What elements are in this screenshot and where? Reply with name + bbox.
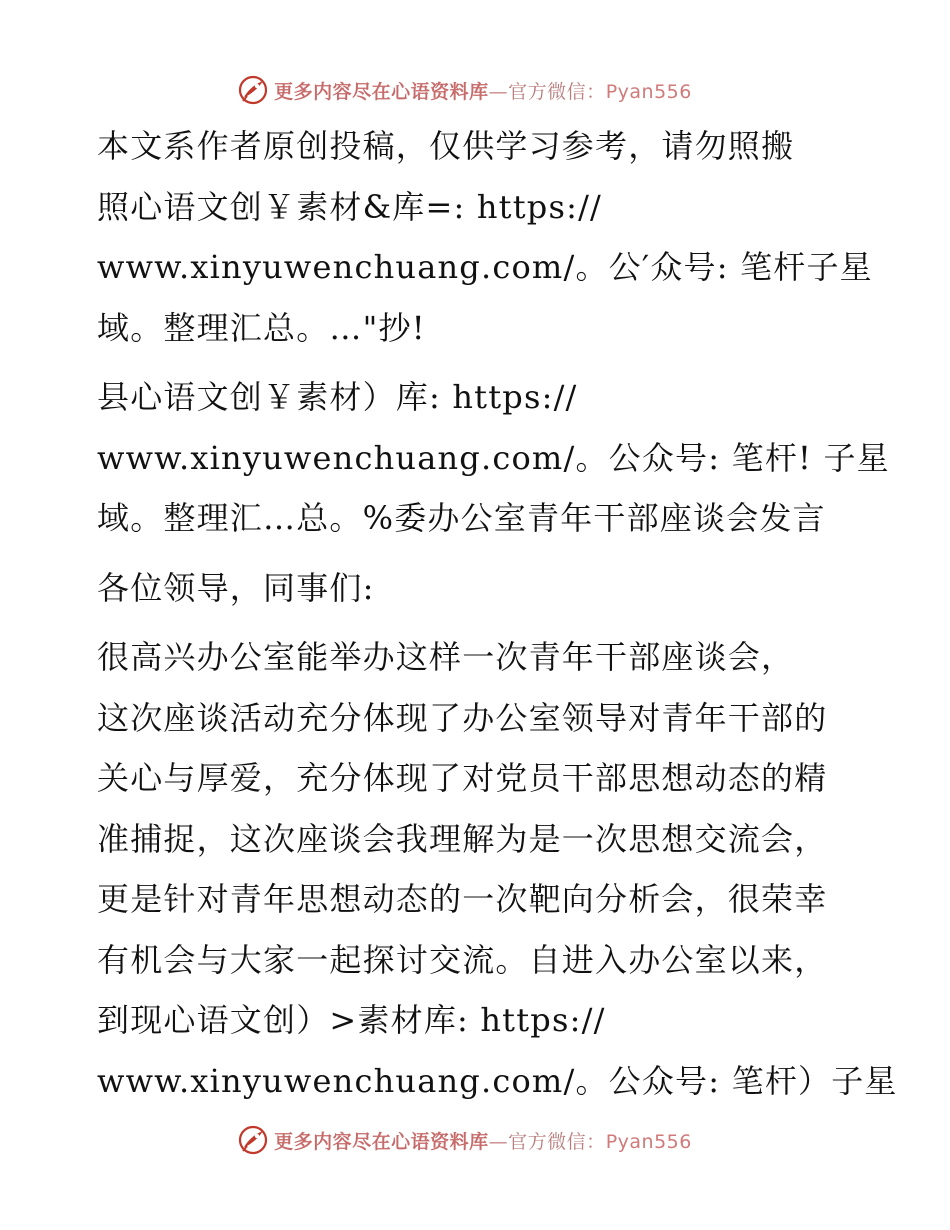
text-line: 各位领导，同事们: — [97, 568, 375, 607]
footer-banner-label: 官方微信： — [508, 1130, 606, 1153]
text-line: 更是针对青年思想动态的一次靶向分析会，很荣幸 — [97, 880, 828, 918]
paragraph-salutation — [97, 558, 897, 619]
footer-banner-wechat-id: Pyan556 — [605, 1130, 692, 1153]
text-line: 很高兴办公室能举办这样一次青年干部座谈会， — [97, 638, 795, 676]
paragraph-disclaimer — [97, 116, 897, 358]
document-body — [97, 116, 897, 1111]
text-line: 准捕捉，这次座谈会我理解为是一次思想交流会， — [97, 819, 828, 858]
text-line: www.xinyuwenchuang.com/。公众号: 笔杆）子星 — [97, 1061, 898, 1100]
text-line: 到现心语文创）>素材库: https:// — [97, 1001, 606, 1039]
text-line: 域。整理汇…总。%委办公室青年干部座谈会发言 — [97, 499, 826, 537]
header-banner-content — [238, 75, 692, 105]
header-banner — [0, 70, 950, 110]
footer-banner-separator: — — [488, 1130, 509, 1153]
quill-pen-logo-icon — [238, 75, 268, 105]
header-banner-title: 更多内容尽在心语资料库 — [274, 80, 489, 103]
footer-banner-title: 更多内容尽在心语资料库 — [274, 1130, 489, 1153]
footer-banner-content — [238, 1125, 692, 1155]
header-banner-text — [274, 77, 692, 104]
text-line: 这次座谈活动充分体现了办公室领导对青年干部的 — [97, 698, 828, 737]
text-line: www.xinyuwenchuang.com/。公′众号: 笔杆子星 — [97, 248, 873, 286]
text-line: www.xinyuwenchuang.com/。公众号: 笔杆! 子星 — [97, 438, 890, 477]
header-banner-wechat-id: Pyan556 — [605, 80, 692, 103]
text-line: 本文系作者原创投稿，仅供学习参考，请勿照搬 — [97, 127, 795, 165]
text-line: 关心与厚爱，充分体现了对党员干部思想动态的精 — [97, 759, 828, 797]
text-line: 照心语文创￥素材&库=: https:// — [97, 187, 603, 226]
quill-pen-logo-icon — [238, 1125, 268, 1155]
text-line: 域。整理汇总。…"抄! — [97, 308, 426, 347]
header-banner-label: 官方微信： — [508, 80, 606, 103]
text-line: 有机会与大家一起探讨交流。自进入办公室以来， — [97, 940, 828, 979]
header-banner-separator: — — [488, 80, 509, 103]
paragraph-title — [97, 367, 897, 549]
paragraph-body — [97, 627, 897, 1111]
text-line: 县心语文创￥素材）库: https:// — [97, 378, 578, 416]
footer-banner — [0, 1120, 950, 1160]
footer-banner-text — [274, 1127, 692, 1154]
